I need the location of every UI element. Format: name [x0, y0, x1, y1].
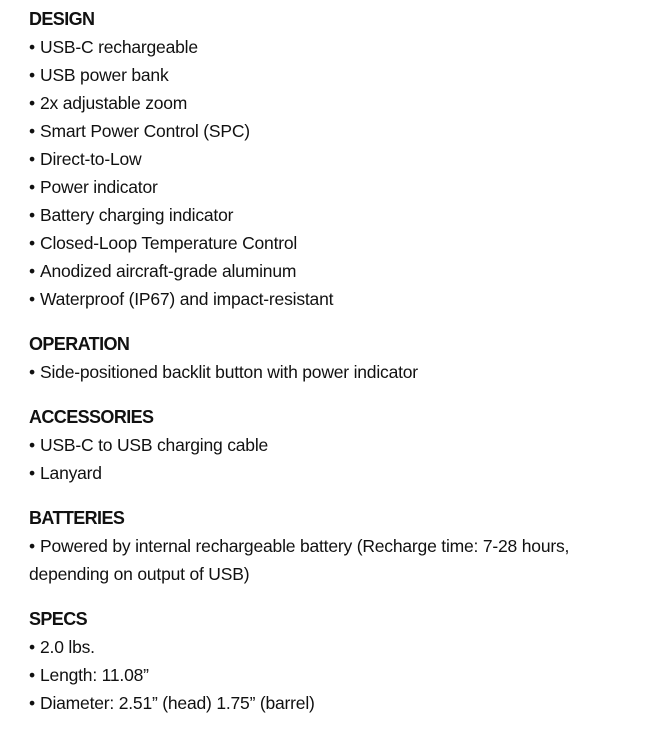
- section-accessories: [29, 406, 657, 487]
- item-text: Lanyard: [40, 463, 102, 483]
- item-list: [29, 33, 657, 313]
- list-item: [29, 285, 657, 313]
- item-text: Power indicator: [40, 177, 158, 197]
- bullet-icon: •: [29, 362, 35, 382]
- bullet-icon: •: [29, 463, 35, 483]
- item-text: USB power bank: [40, 65, 169, 85]
- bullet-icon: •: [29, 121, 35, 141]
- list-item: [29, 431, 657, 459]
- bullet-icon: •: [29, 261, 35, 281]
- item-text: USB-C rechargeable: [40, 37, 198, 57]
- bullet-icon: •: [29, 65, 35, 85]
- section-design: [29, 8, 657, 313]
- bullet-icon: •: [29, 289, 35, 309]
- list-item: [29, 689, 657, 717]
- bullet-icon: •: [29, 665, 35, 685]
- bullet-icon: •: [29, 693, 35, 713]
- list-item: [29, 117, 657, 145]
- item-text: USB-C to USB charging cable: [40, 435, 269, 455]
- section-heading: DESIGN: [29, 9, 95, 29]
- list-item: [29, 229, 657, 257]
- bullet-icon: •: [29, 37, 35, 57]
- bullet-icon: •: [29, 93, 35, 113]
- item-text: Battery charging indicator: [40, 205, 234, 225]
- section-operation: [29, 333, 657, 386]
- list-item: [29, 257, 657, 285]
- section-heading: SPECS: [29, 609, 88, 629]
- list-item: [29, 89, 657, 117]
- section-heading: OPERATION: [29, 334, 130, 354]
- section-heading: ACCESSORIES: [29, 407, 154, 427]
- list-item: [29, 173, 657, 201]
- list-item: [29, 661, 657, 689]
- bullet-icon: •: [29, 177, 35, 197]
- bullet-icon: •: [29, 149, 35, 169]
- section-batteries: [29, 507, 657, 588]
- item-text: Waterproof (IP67) and impact-resistant: [40, 289, 334, 309]
- item-text: Anodized aircraft-grade aluminum: [40, 261, 297, 281]
- list-item: [29, 532, 644, 588]
- bullet-icon: •: [29, 637, 35, 657]
- item-text: 2x adjustable zoom: [40, 93, 188, 113]
- section-heading: BATTERIES: [29, 508, 125, 528]
- item-text: Side-positioned backlit button with power indicator: [40, 362, 418, 382]
- item-text: Diameter: 2.51” (head) 1.75” (barrel): [40, 693, 315, 713]
- item-list: [29, 358, 657, 386]
- item-text: Smart Power Control (SPC): [40, 121, 250, 141]
- bullet-icon: •: [29, 205, 35, 225]
- list-item: [29, 358, 657, 386]
- list-item: [29, 61, 657, 89]
- item-list: [29, 633, 657, 717]
- item-text: 2.0 lbs.: [40, 637, 95, 657]
- list-item: [29, 201, 657, 229]
- bullet-icon: •: [29, 233, 35, 253]
- list-item: [29, 33, 657, 61]
- item-text: Powered by internal rechargeable battery (Recharge time: 7-28 hours, depending on output of USB): [29, 536, 570, 584]
- list-item: [29, 459, 657, 487]
- list-item: [29, 633, 657, 661]
- item-text: Closed-Loop Temperature Control: [40, 233, 298, 253]
- bullet-icon: •: [29, 435, 35, 455]
- bullet-icon: •: [29, 536, 35, 556]
- item-text: Direct-to-Low: [40, 149, 142, 169]
- section-specs: [29, 608, 657, 717]
- item-list: [29, 532, 657, 588]
- item-list: [29, 431, 657, 487]
- item-text: Length: 11.08”: [40, 665, 149, 685]
- list-item: [29, 145, 657, 173]
